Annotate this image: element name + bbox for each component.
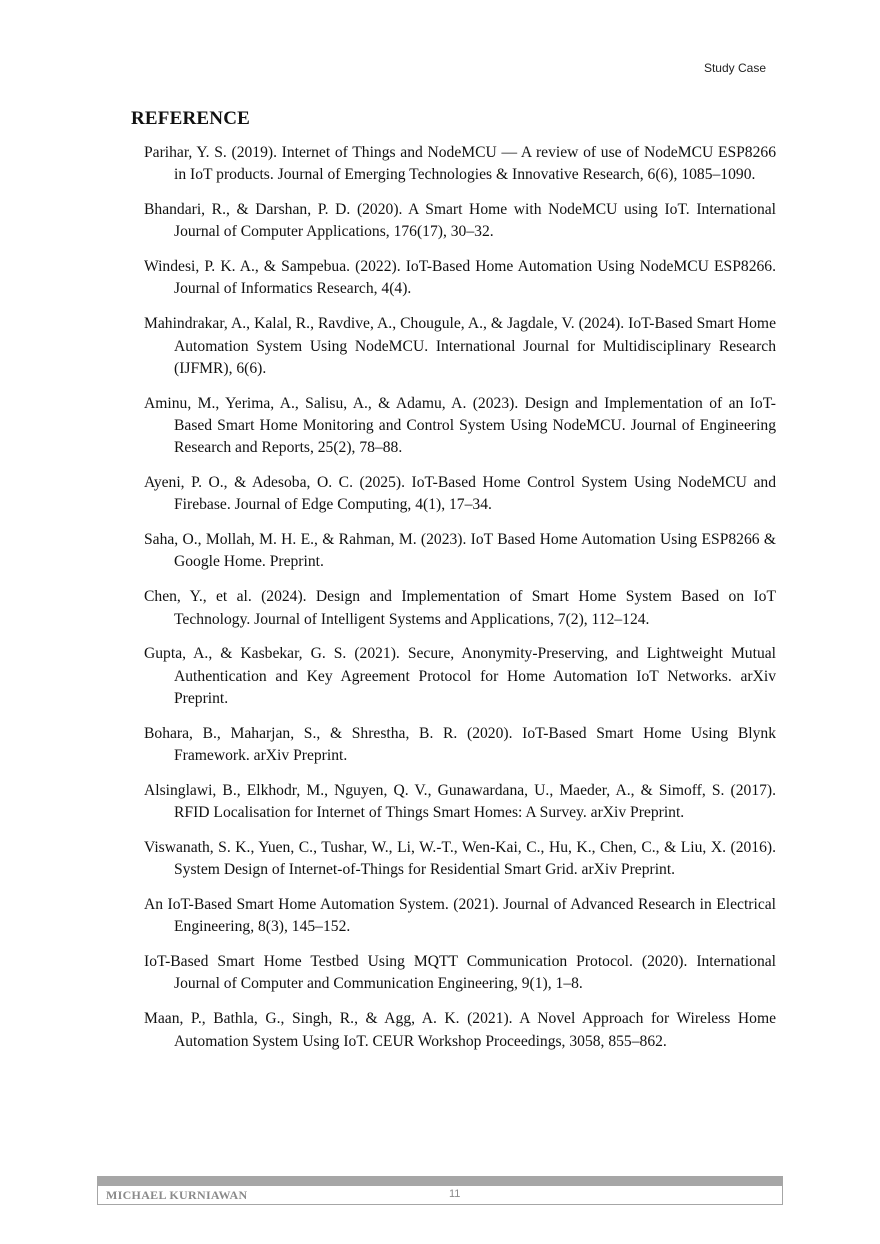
reference-list: [144, 142, 776, 1065]
reference-entry: Parihar, Y. S. (2019). Internet of Things and NodeMCU — A review of use of NodeMCU ESP8266 in IoT products. Journal of Emerging Technologies & Innovative Research, 6(6), 1085–1090.: [144, 144, 776, 184]
page-number: 11: [449, 1188, 461, 1200]
reference-entry: Maan, P., Bathla, G., Singh, R., & Agg, A. K. (2021). A Novel Approach for Wireless Home Automation System Using IoT. CEUR Workshop Proceedings, 3058, 855–862.: [144, 1010, 776, 1050]
footer-author: MICHAEL KURNIAWAN: [106, 1188, 248, 1202]
reference-entry: Saha, O., Mollah, M. H. E., & Rahman, M. (2023). IoT Based Home Automation Using ESP8266 & Google Home. Preprint.: [144, 531, 776, 571]
reference-entry: Aminu, M., Yerima, A., Salisu, A., & Adamu, A. (2023). Design and Implementation of an IoT-Based Smart Home Monitoring and Control System Using NodeMCU. Journal of Engineering Research and Reports, 25(2), 78–88.: [144, 394, 776, 457]
reference-entry: Ayeni, P. O., & Adesoba, O. C. (2025). IoT-Based Home Control System Using NodeMCU and Firebase. Journal of Edge Computing, 4(1), 17–34.: [144, 474, 776, 514]
reference-entry: IoT-Based Smart Home Testbed Using MQTT Communication Protocol. (2020). International Journal of Computer and Communication Engineering, 9(1), 1–8.: [144, 953, 776, 993]
reference-entry: An IoT-Based Smart Home Automation System. (2021). Journal of Advanced Research in Electrical Engineering, 8(3), 145–152.: [144, 896, 776, 936]
reference-entry: Chen, Y., et al. (2024). Design and Implementation of Smart Home System Based on IoT Technology. Journal of Intelligent Systems and Applications, 7(2), 112–124.: [144, 588, 776, 628]
footer: [97, 1186, 783, 1205]
reference-entry: Bhandari, R., & Darshan, P. D. (2020). A Smart Home with NodeMCU using IoT. International Journal of Computer Applications, 176(17), 30–32.: [144, 201, 776, 241]
reference-entry: Viswanath, S. K., Yuen, C., Tushar, W., Li, W.-T., Wen-Kai, C., Hu, K., Chen, C., & Liu, X. (2016). System Design of Internet-of-Things for Residential Smart Grid. arXiv Preprint.: [144, 838, 776, 879]
reference-entry: Bohara, B., Maharjan, S., & Shrestha, B. R. (2020). IoT-Based Smart Home Using Blynk Framework. arXiv Preprint.: [144, 724, 776, 765]
reference-entry: Gupta, A., & Kasbekar, G. S. (2021). Secure, Anonymity-Preserving, and Lightweight Mutual Authentication and Key Agreement Protocol for Home Automation IoT Networks. arXiv Preprint.: [144, 645, 776, 707]
footer-rule: [97, 1176, 783, 1186]
reference-entry: Alsinglawi, B., Elkhodr, M., Nguyen, Q. V., Gunawardana, U., Maeder, A., & Simoff, S. (2017). RFID Localisation for Internet of Things Smart Homes: A Survey. arXiv Preprint.: [144, 781, 776, 822]
running-header: Study Case: [703, 61, 766, 75]
section-heading: REFERENCE: [131, 108, 250, 129]
reference-entry: Windesi, P. K. A., & Sampebua. (2022). IoT-Based Home Automation Using NodeMCU ESP8266. Journal of Informatics Research, 4(4).: [144, 258, 776, 298]
reference-entry: Mahindrakar, A., Kalal, R., Ravdive, A., Chougule, A., & Jagdale, V. (2024). IoT-Based Smart Home Automation System Using NodeMCU. International Journal for Multidisciplinary Research (IJFMR), 6(6).: [144, 315, 776, 377]
